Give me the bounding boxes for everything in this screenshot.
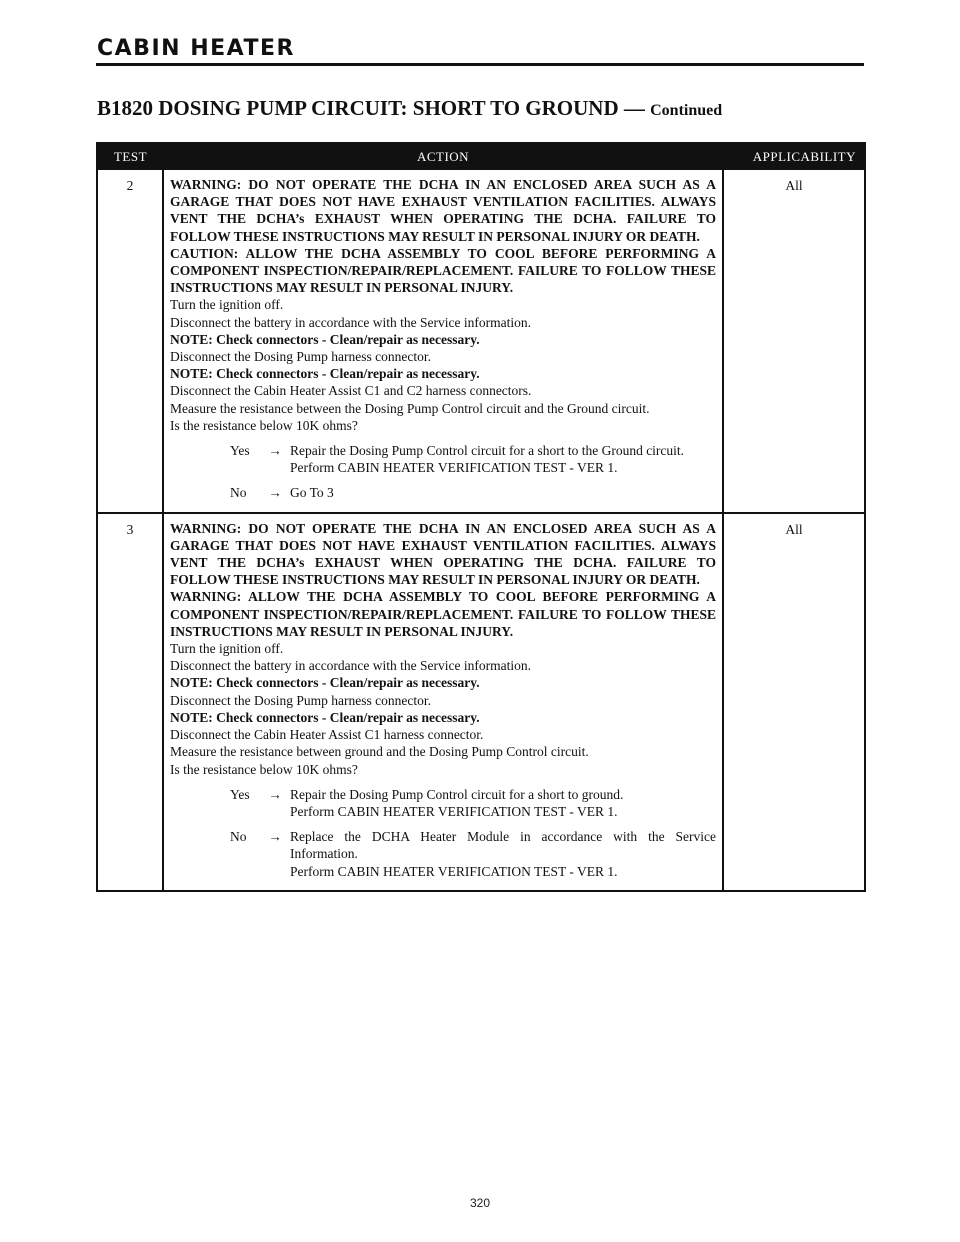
yes-verification: Perform CABIN HEATER VERIFICATION TEST - VER 1. — [290, 460, 618, 476]
title-rule — [96, 63, 864, 66]
step-text: Turn the ignition off. — [170, 297, 284, 313]
test-action — [163, 170, 723, 513]
result-yes — [170, 786, 716, 820]
note-text: NOTE: Check connectors - Clean/repair as necessary. — [170, 366, 480, 382]
table-row — [97, 513, 865, 891]
arrow-icon: → — [268, 485, 282, 501]
step-text: Disconnect the battery in accordance with the Service information. — [170, 658, 531, 674]
no-action: Replace the DCHA Heater Module in accordance with the Service Information. — [290, 829, 716, 862]
table-row — [97, 170, 865, 513]
yes-action: Repair the Dosing Pump Control circuit for a short to the Ground circuit. — [290, 443, 685, 459]
step-text: Measure the resistance between ground and the Dosing Pump Control circuit. — [170, 744, 589, 760]
step-text: Disconnect the Cabin Heater Assist C1 and C2 harness connectors. — [170, 383, 532, 399]
warning-text: WARNING: DO NOT OPERATE THE DCHA IN AN ENCLOSED AREA SUCH AS A GARAGE THAT DOES NOT HAVE EXHAUST VENTILATION FACILITIES. ALWAYS VENT THE DCHA’s EXHAUST WHEN OPERATING THE DCHA. FAILURE TO FOLLOW THESE INSTRUCTIONS MAY RESULT IN PERSONAL INJURY OR DEATH. — [170, 520, 716, 588]
step-text: Measure the resistance between the Dosing Pump Control circuit and the Ground circuit. — [170, 400, 650, 416]
no-action: Go To 3 — [290, 485, 334, 501]
arrow-icon: → — [268, 443, 282, 459]
page-heading — [97, 96, 722, 121]
question-text: Is the resistance below 10K ohms? — [170, 761, 358, 777]
yes-verification: Perform CABIN HEATER VERIFICATION TEST - VER 1. — [290, 803, 618, 819]
heading-continued: Continued — [650, 102, 723, 119]
yes-label: Yes — [230, 786, 250, 802]
warning-cool-text: WARNING: ALLOW THE DCHA ASSEMBLY TO COOL BEFORE PERFORMING A COMPONENT INSPECTION/REPAIR/REPLACEMENT. FAILURE TO FOLLOW THESE INSTRUCTIONS MAY RESULT IN PERSONAL INJURY. — [170, 589, 716, 639]
result-no — [170, 828, 716, 880]
warning-text: WARNING: DO NOT OPERATE THE DCHA IN AN ENCLOSED AREA SUCH AS A GARAGE THAT DOES NOT HAVE EXHAUST VENTILATION FACILITIES. ALWAYS VENT THE DCHA’s EXHAUST WHEN OPERATING THE DCHA. FAILURE TO FOLLOW THESE INSTRUCTIONS MAY RESULT IN PERSONAL INJURY OR DEATH. — [170, 177, 716, 244]
step-text: Disconnect the Cabin Heater Assist C1 harness connector. — [170, 727, 484, 743]
diagnostic-test-table — [96, 142, 866, 892]
note-text: NOTE: Check connectors - Clean/repair as necessary. — [170, 675, 480, 691]
no-label: No — [230, 485, 247, 501]
column-header-test: TEST — [97, 143, 163, 170]
result-no — [170, 484, 716, 501]
section-title: CABIN HEATER — [97, 36, 295, 61]
step-text: Disconnect the battery in accordance with the Service information. — [170, 314, 531, 330]
step-text: Turn the ignition off. — [170, 641, 284, 657]
test-number: 2 — [97, 170, 163, 513]
test-action — [163, 513, 723, 891]
arrow-icon: → — [268, 829, 282, 845]
no-label: No — [230, 829, 247, 845]
note-text: NOTE: Check connectors - Clean/repair as necessary. — [170, 331, 480, 347]
column-header-action: ACTION — [163, 143, 723, 170]
question-text: Is the resistance below 10K ohms? — [170, 417, 358, 433]
note-text: NOTE: Check connectors - Clean/repair as necessary. — [170, 709, 480, 725]
applicability-value: All — [785, 521, 803, 537]
step-text: Disconnect the Dosing Pump harness connector. — [170, 349, 431, 365]
result-yes — [170, 442, 716, 476]
step-text: Disconnect the Dosing Pump harness connector. — [170, 692, 431, 708]
test-number: 3 — [97, 513, 163, 891]
column-header-applicability: APPLICABILITY — [723, 143, 865, 170]
no-verification: Perform CABIN HEATER VERIFICATION TEST - VER 1. — [290, 863, 618, 879]
arrow-icon: → — [268, 786, 282, 802]
page-number: 320 — [469, 1196, 491, 1210]
table-header-row — [97, 143, 865, 170]
applicability-value: All — [723, 170, 865, 513]
caution-text: CAUTION: ALLOW THE DCHA ASSEMBLY TO COOL BEFORE PERFORMING A COMPONENT INSPECTION/REPAIR/REPLACEMENT. FAILURE TO FOLLOW THESE INSTRUCTIONS MAY RESULT IN PERSONAL INJURY. — [170, 245, 716, 296]
yes-label: Yes — [230, 443, 250, 459]
heading-main: B1820 DOSING PUMP CIRCUIT: SHORT TO GROUND — — [97, 96, 645, 120]
yes-action: Repair the Dosing Pump Control circuit for a short to ground. — [290, 786, 624, 802]
